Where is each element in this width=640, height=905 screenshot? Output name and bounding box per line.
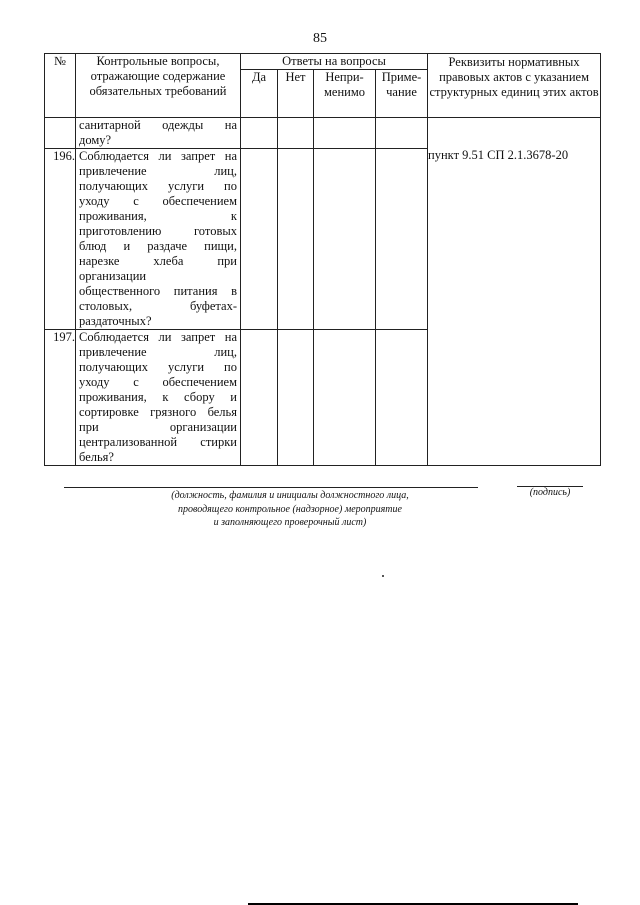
signature-caption [120, 489, 460, 530]
answer-na-cell[interactable] [314, 118, 376, 149]
answer-no-cell[interactable] [278, 330, 314, 466]
header-na-line1: Непри- [325, 70, 364, 84]
question-line: организации [79, 269, 147, 283]
header-answers: Ответы на вопросы [241, 54, 428, 70]
answer-na-cell[interactable] [314, 149, 376, 330]
question-line: дому? [79, 133, 112, 147]
header-row-1 [45, 54, 601, 70]
answer-no-cell[interactable] [278, 149, 314, 330]
question-line: белья? [79, 450, 114, 464]
signature-name-line [64, 487, 478, 488]
row-number: 196. [45, 149, 76, 330]
requisite-cell [428, 118, 601, 466]
requisite-spacer [428, 118, 600, 148]
question-line: нарезке хлеба при [79, 254, 237, 268]
question-line: получающих услуги по [79, 360, 237, 374]
row-number [45, 118, 76, 149]
question-line: Соблюдается ли запрет на [79, 330, 237, 344]
answer-note-cell[interactable] [376, 149, 428, 330]
question-line: сортировке грязного белья [79, 405, 237, 419]
requisite-text: пункт 9.51 СП 2.1.3678-20 [428, 148, 569, 162]
question-line: привлечение лиц, [79, 345, 237, 359]
signature-caption-line: (должность, фамилия и инициалы должностного лица, [171, 490, 409, 501]
header-note-line1: Приме- [381, 70, 422, 84]
scan-speck [382, 575, 384, 577]
question-line: привлечение лиц, [79, 164, 237, 178]
question-line: приготовлению готовых [79, 224, 237, 238]
question-line: столовых, буфетах- [79, 299, 237, 313]
question-line: получающих услуги по [79, 179, 237, 193]
question-line: санитарной одежды на [79, 118, 237, 132]
header-not-applicable [314, 70, 376, 118]
header-note [376, 70, 428, 118]
header-questions: Контрольные вопросы, отражающие содержание обязательных требований [76, 54, 241, 118]
answer-no-cell[interactable] [278, 118, 314, 149]
header-note-line2: чание [386, 85, 417, 99]
question-line: централизованной стирки [79, 435, 237, 449]
question-line: блюд и раздаче пищи, [79, 239, 237, 253]
question-line: проживания, к [79, 209, 237, 223]
page-number: 85 [313, 31, 327, 46]
header-no: Нет [278, 70, 314, 118]
row-number: 197. [45, 330, 76, 466]
question-cell [76, 149, 241, 330]
signature-caption-right: (подпись) [529, 487, 571, 498]
header-yes: Да [241, 70, 278, 118]
answer-note-cell[interactable] [376, 118, 428, 149]
header-na-line2: менимо [324, 85, 365, 99]
signature-caption-line: и заполняющего проверочный лист) [213, 517, 367, 528]
header-number: № [45, 54, 76, 118]
answer-yes-cell[interactable] [241, 330, 278, 466]
answer-note-cell[interactable] [376, 330, 428, 466]
question-line: уходу с обеспечением [79, 375, 237, 389]
question-cell [76, 330, 241, 466]
answer-na-cell[interactable] [314, 330, 376, 466]
question-line: при организации [79, 420, 237, 434]
answer-yes-cell[interactable] [241, 149, 278, 330]
question-line: общественного питания в [79, 284, 237, 298]
signature-caption-line: проводящего контрольное (надзорное) мероприятие [178, 503, 402, 515]
checklist-table [44, 53, 601, 466]
header-requisites: Реквизиты нормативных правовых актов с указанием структурных единиц этих актов [428, 54, 601, 118]
question-line: раздаточных? [79, 314, 152, 328]
question-line: Соблюдается ли запрет на [79, 149, 237, 163]
answer-yes-cell[interactable] [241, 118, 278, 149]
table-row [45, 118, 601, 149]
question-line: проживания, к сбору и [79, 390, 237, 404]
question-line: уходу с обеспечением [79, 194, 237, 208]
question-cell [76, 118, 241, 149]
